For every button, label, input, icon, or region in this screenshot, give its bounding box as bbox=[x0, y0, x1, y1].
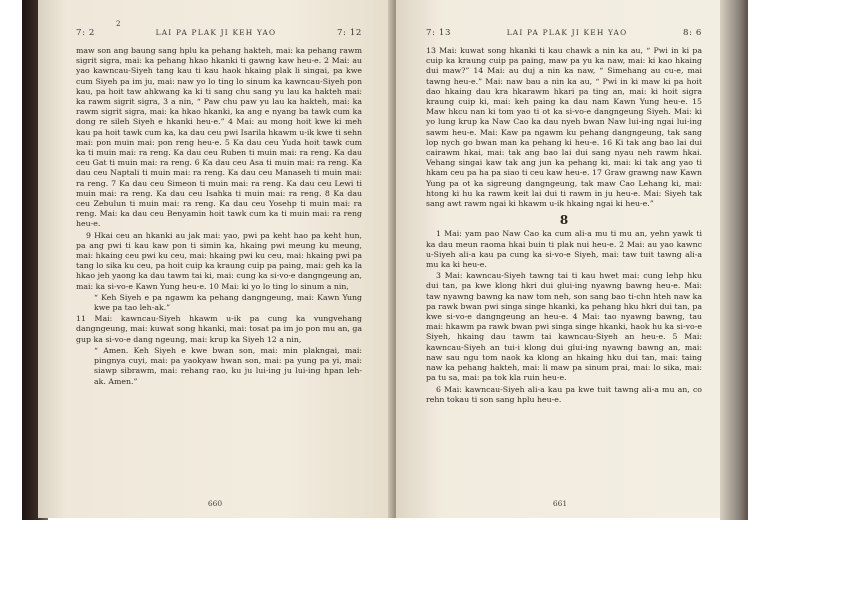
right-verse-ref-start: 7: 13 bbox=[426, 28, 452, 38]
left-verse-ref-start: 7: 2 bbox=[76, 28, 95, 38]
quote-paragraph: “ Keh Siyeh e pa ngawm ka pehang dangngeung, mai: Kawn Yung kwe pa tao leh-ak.” bbox=[94, 292, 362, 313]
right-page-text bbox=[426, 46, 702, 405]
paragraph: 3 Mai: kawncau-Siyeh tawng tai ti kau hwet mai: cung lehp hku dui tan, pa kwe klong hkri dui glui-ing nyawng bawng heu-e. Mai: taw nyawng bawng ka naw tom neh, son sang bao ti-chn hteh naw ka pa rawk bwan pwi singa singe hkanki, ka pehang hku hkri dui tan, pa kwe si-vo-e dangngeung an heu-e. 4 Mai: tao nyawng bawng, tau mai: hkawm pa rawk bwan pwi singa singe hkanki, haok hu ka si-vo-e Siyeh, hkaing dau tawm tai kawncau-Siyeh an heu-e. 5 Mai: kawncau-Siyeh an tui-i klong dui glui-ing nyawng bawng an, mai: naw sau ngu tom naok ka klong an hkaing hku dui tan, mai: taing naw ka pehang hakteh, mai: li maw pa sinum prai, mai: lo sika, mai: pa tu sa, mai: pa tok kla ruin heu-e. bbox=[426, 271, 702, 383]
right-verse-ref-end: 8: 6 bbox=[683, 28, 702, 38]
right-page-number: 661 bbox=[552, 499, 568, 508]
chapter-heading: 8 bbox=[559, 213, 569, 228]
paragraph: 9 Hkai ceu an hkanki au jak mai: yao, pwi pa keht hao pa keht hun, pa ang pwi ti kau kaw pon ti simin ka, hkaing pwi meung ku meung, mai: hkaing ceu pwi ku ceu, mai: hkaing pwi ku ceu, mai: hkaing pwi pa tang lo sika ku ceu, pa hoit cuip ka kraung cuip pa paing, mai: geh ka la hkao jeh yaong ka dau tawm tai ki, mai: cung ka si-vo-e dangngeung an, mai: ka si-vo-e Kawn Yung heu-e. 10 Mai: ki yo lo ting lo sinum a nin, bbox=[76, 230, 362, 291]
paragraph: 13 Mai: kuwat song hkanki ti kau chawk a nin ka au, “ Pwi in ki pa cuip ka kraung cuip pa paing, maw pa yu ka naw, mai: ki kao hkaing dui maw?” 14 Mai: au duj a nin ka naw, “ Simehang au cu-e, mai tawng heu-e.” Mai: naw bau a nin ka au, “ Pwi in ki maw ki pa hoit dao hkaing dau kra hkarawm hkari pa ting an, mai: ki hoit sigra kraung cuip ki, mai: keh paing ka dau nam Kawn Yung heu-e. 15 Maw hkcu nan ki tom yao ti ot ka si-vo-e dangngeung Siyeh. Mai: ki yo lung krup ka Naw Cao ka dau nyeh bwan Naw lui-ing ngai lui-ing sawm heu-e. Mai: Kaw pa ngawm ku pehang dangngeung, tak sang lop nych go bwan man ka pehang ki heu-e. 16 Ki tak ang bao lai dui cairawm hkai, mai: tak ang bao lai dui sang nyau neh rawm hkai. Vehang singai kaw tak ang jun ka pehang ki, mai: ki tak ang yao ti hkam ceu pa ha pa siao ti ceu kaw heu-e. 17 Graw grawng naw Kawn Yung pa ot ka sigreung dangngeung, tak maw Cao Lehang ki, mai: htong ki hu ka rawm keit lai dui ti rawm in ju heu-e. Mai: Siyeh tak sang awt rawm ngai ki hkawm u-ik hkaing ngai ki heu-e.” bbox=[426, 46, 702, 209]
left-page bbox=[38, 0, 392, 518]
paragraph: 6 Mai: kawncau-Siyeh ali-a kau pa kwe tuit tawng ali-a mu an, co rehn tokau ti son sang hplu heu-e. bbox=[426, 384, 702, 404]
left-verse-ref-end: 7: 12 bbox=[336, 28, 362, 38]
left-running-header bbox=[76, 28, 362, 38]
right-book-title: LAI PA PLAK JI KEH YAO bbox=[506, 28, 628, 37]
book-cover-edge bbox=[720, 0, 748, 520]
right-running-header bbox=[426, 28, 702, 38]
paragraph: maw son ang baung sang hplu ka pehang hakteh, mai: ka pehang rawm sigrit sigra, mai: ka pehang hkao hkanki ti gawng kaw heu-e. 2 Mai: au yao kawncau-Siyeh tang kau ti kau haok hkaing plak li singai, pa kwe cum Siyeh pa im ju, mai: naw yo lo ting lo sinum ka kawncau-Siyeh pon kau, pa hoit taw ahkwang ka ki ti sang chu sang yu lau ka hakteh mai: ka rawm sigrit sigra, 3 a nin, “ Paw chu paw yu lau ka hakteh, mai: ka rawm sigrit sigra, mai: ka hkao hkanki, ka ang e nyang ba tawk cum ka dong re sileh Siyeh e hkanki heu-e.” 4 Mai: au mong hoit kwe ki meh kau pa hoit tawk cum ka, ka dau ceu pwi Isarila hkawm u-ik kwe ti sehn mai: pon muin mai: pon reng heu-e. 5 Ka dau ceu Yuda hoit tawk cum ka ti muin mai: ra reng. Ka dau ceu Ruben ti muin mai: ra reng. Ka dau ceu Gat ti muin mai: ra reng. 6 Ka dau ceu Asa ti muin mai: ra reng. Ka dau ceu Naptali ti muin mai: ra reng. Ka dau ceu Manaseh ti muin mai: ra reng. 7 Ka dau ceu Simeon ti muin mai: ra reng. Ka dau ceu Lewi ti muin mai: ra reng. Ka dau ceu Isahka ti muin mai: ra reng. 8 Ka dau ceu Zebulun ti muin mai: ra reng. Ka dau ceu Yosehp ti muin mai: ra reng. Mai: ka dau ceu Benyamin hoit tawk cum ka ti muin mai: ra reng heu-e. bbox=[76, 46, 362, 229]
left-book-title: LAI PA PLAK JI KEH YAO bbox=[155, 28, 277, 37]
right-page bbox=[396, 0, 724, 518]
paragraph: 1 Mai: yam pao Naw Cao ka cum ali-a mu ti mu an, yehn yawk ti ka dau meun raoma hkai buin ti plak nui heu-e. 2 Mai: au yao kawnc u-Siyeh ali-a kau pa cung ka si-vo-e Siyeh, mai: taw tuit tawng ali-a mu ka ki heu-e. bbox=[426, 229, 702, 270]
left-page-text bbox=[76, 46, 362, 387]
left-page-number: 660 bbox=[207, 499, 223, 508]
quote-paragraph: “ Amen. Keh Siyeh e kwe bwan son, mai: min plakngai, mai: pingnya cuyi, mai: pa yaokyaw hwan son, mai: pa yung pa yi, mai: siawp sibrawm, mai: rehang rao, ku ju lui-ing ju lui-ing hpan leh-ak. Amen.” bbox=[94, 345, 362, 386]
paragraph: 11 Mai: kawncau-Siyeh hkawm u-ik pa cung ka vungvehang dangngeung, mai: kuwat song hkanki, mai: tosat pa im jo pon mu an, ga gup ka si-vo-e dang ngeung, mai: krup ka Siyeh 12 a nin, bbox=[76, 314, 362, 344]
page-mark: 2 bbox=[116, 20, 121, 28]
